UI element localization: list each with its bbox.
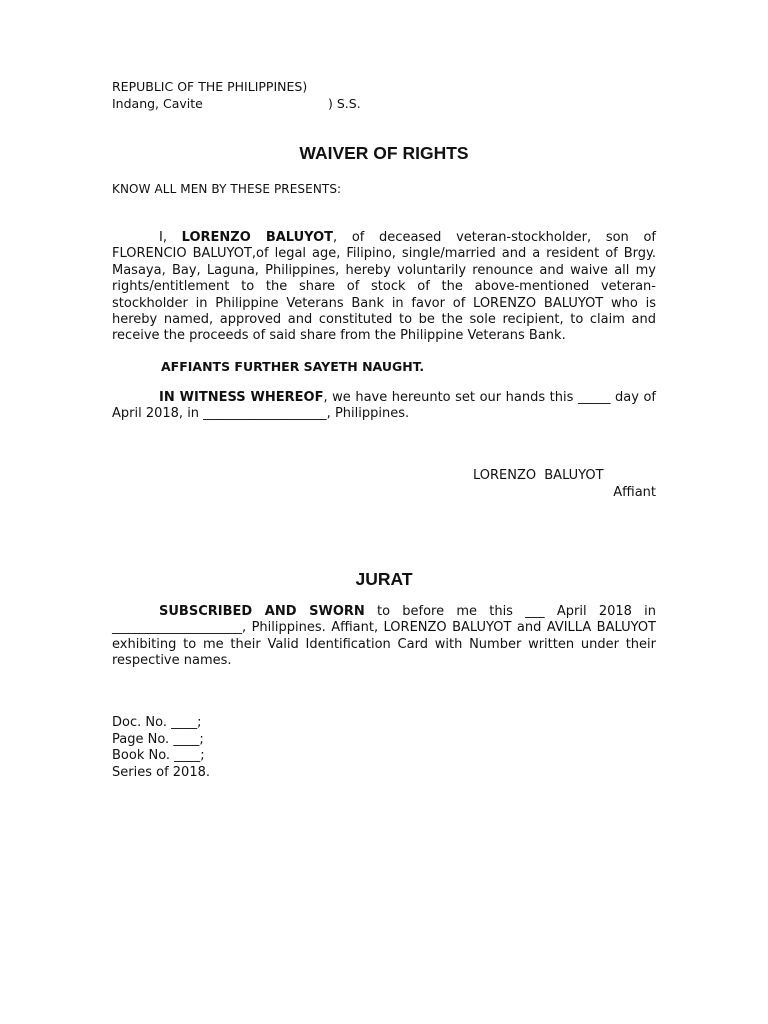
jurat-paragraph bbox=[112, 604, 656, 670]
witness-paragraph bbox=[112, 390, 656, 423]
document-title: WAIVER OF RIGHTS bbox=[299, 143, 469, 163]
signature-role: Affiant bbox=[613, 485, 656, 500]
signature-name: LORENZO BALUYOT bbox=[473, 468, 604, 483]
jurat-title: JURAT bbox=[355, 569, 413, 589]
venue-place: Indang, Cavite bbox=[112, 96, 203, 111]
venue-line-2 bbox=[112, 95, 412, 112]
page-no-line: Page No. ____; bbox=[112, 731, 204, 747]
doc-no-line: Doc. No. ____; bbox=[112, 715, 202, 730]
venue-ss: ) S.S. bbox=[328, 96, 361, 111]
waiver-affiant-name: LORENZO BALUYOT bbox=[181, 230, 334, 245]
waiver-paragraph bbox=[112, 230, 656, 345]
notary-register-block bbox=[112, 715, 210, 781]
witness-body: , we have hereunto set our hands this _____ day of April 2018, in ___________________, Philippines. bbox=[112, 390, 656, 422]
venue-line-1: REPUBLIC OF THE PHILIPPINES) bbox=[112, 79, 308, 94]
know-all-men-line: KNOW ALL MEN BY THESE PRESENTS: bbox=[112, 182, 342, 196]
book-no-line: Book No. ____; bbox=[112, 748, 205, 764]
waiver-body: , of deceased veteran-stockholder, son of FLORENCIO BALUYOT,of legal age, Filipino, single/married and a resident of Brgy. Masaya, Bay, Laguna, Philippines, hereby voluntarily renounce and waive all my rights/entitlement to the share of stock of the above-mentioned veteran-stockholder in Philippine Veterans Bank in favor of LORENZO BALUYOT who is hereby named, approved and constituted to be the sole recipient, to claim and receive the proceeds of said share from the Philippine Veterans Bank. bbox=[112, 230, 656, 344]
witness-bold: IN WITNESS WHEREOF bbox=[159, 390, 324, 405]
waiver-start: I, bbox=[159, 230, 182, 245]
affiants-further-line: AFFIANTS FURTHER SAYETH NAUGHT. bbox=[161, 359, 425, 374]
venue-block bbox=[112, 78, 412, 112]
jurat-body: to before me this ___ April 2018 in ____________________, Philippines. Affiant, LORENZO BALUYOT and AVILLA BALUYOT exhibiting to me their Valid Identification Card with Number written under their respective names. bbox=[112, 604, 656, 669]
jurat-bold: SUBSCRIBED AND SWORN bbox=[159, 604, 365, 619]
series-line: Series of 2018. bbox=[112, 764, 210, 780]
